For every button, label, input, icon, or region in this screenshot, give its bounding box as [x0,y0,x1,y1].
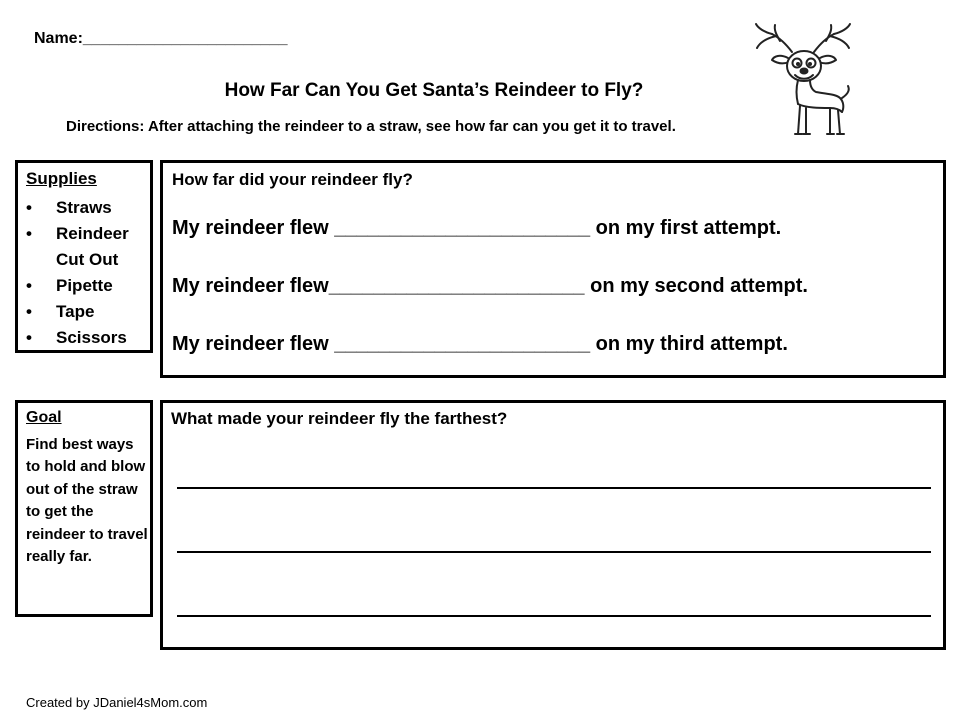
third-attempt-line[interactable]: My reindeer flew _______________________ on my third attempt. [172,333,788,355]
supply-item-label: Scissors [56,328,127,347]
supplies-list [24,195,148,351]
name-field-label: Name:_______________________ [34,30,288,47]
answer-line[interactable] [177,615,931,617]
bullet-icon: • [26,276,32,295]
results-prompt: How far did your reindeer fly? [172,170,413,189]
list-item [24,195,148,221]
list-item [24,299,148,325]
goal-text: Find best ways to hold and blow out of the straw to get the reindeer to travel really far. [26,436,148,566]
supply-item-label: Straws [56,198,112,217]
question-prompt: What made your reindeer fly the farthest? [171,409,508,428]
list-item [24,325,148,351]
directions-text: Directions: After attaching the reindeer to a straw, see how far can you get it to travel. [66,118,676,135]
supply-item-label: Pipette [56,276,113,295]
supplies-box [15,160,153,353]
credit-text: Created by JDaniel4sMom.com [26,695,208,710]
second-attempt-line[interactable]: My reindeer flew_______________________ on my second attempt. [172,275,808,297]
supply-item-label: Tape [56,302,95,321]
goal-box [15,400,153,617]
list-item [24,273,148,299]
question-box [160,400,946,650]
worksheet-title: How Far Can You Get Santa’s Reindeer to Fly? [224,80,644,101]
list-item [24,221,148,273]
bullet-icon: • [26,302,32,321]
answer-line[interactable] [177,487,931,489]
supplies-heading: Supplies [26,169,97,188]
first-attempt-line[interactable]: My reindeer flew _______________________ on my first attempt. [172,217,782,239]
bullet-icon: • [26,198,32,217]
results-box [160,160,946,378]
bullet-icon: • [26,328,32,347]
supply-item-label: Reindeer Cut Out [56,224,129,269]
goal-heading: Goal [26,409,62,426]
answer-line[interactable] [177,551,931,553]
bullet-icon: • [26,224,32,243]
